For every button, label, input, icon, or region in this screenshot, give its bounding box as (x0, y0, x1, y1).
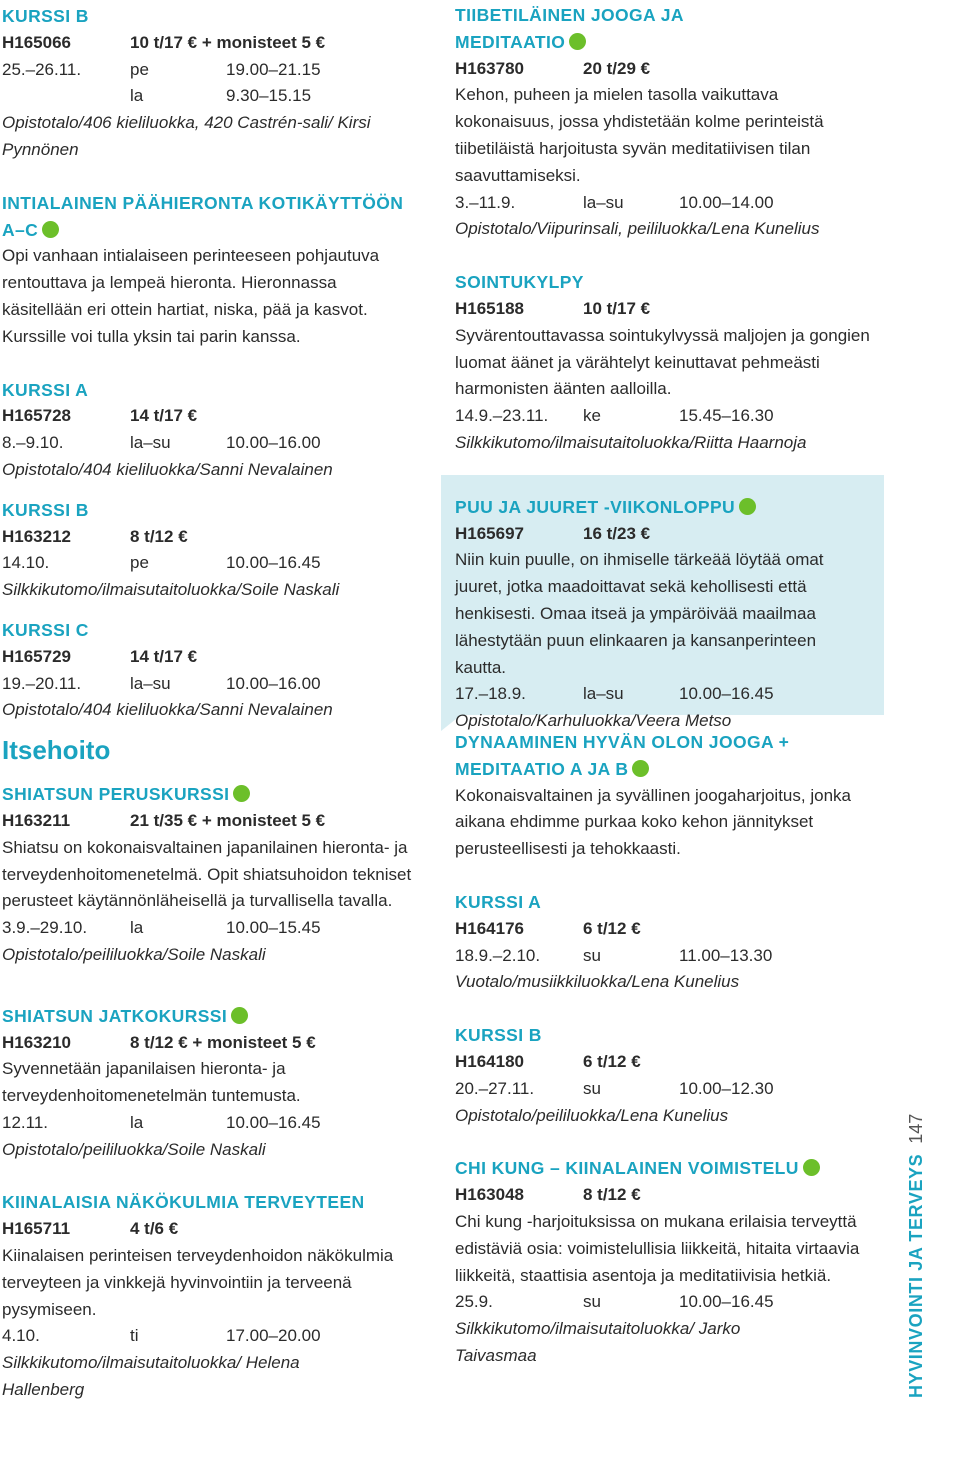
green-dot-icon (233, 785, 250, 802)
course-intialainen-paahieronta (2, 190, 427, 351)
course-place: Opistotalo/404 kieliluokka/Sanni Nevalainen (2, 459, 333, 479)
right-column (441, 2, 889, 735)
time: 10.00–15.45 (226, 918, 321, 938)
course-code: H163780 (455, 58, 525, 78)
course-shiatsun-peruskurssi (2, 781, 427, 969)
course-kiinalaisia-nakokulmia (2, 1189, 427, 1403)
course-place: Opistotalo/peililuokka/Soile Naskali (2, 944, 266, 964)
course-place: Opistotalo/peililuokka/Soile Naskali (2, 1139, 266, 1159)
course-code: H164180 (455, 1051, 525, 1071)
course-heading: DYNAAMINEN HYVÄN OLON JOOGA + MEDITAATIO A JA B (455, 732, 790, 779)
weekday: pe (130, 59, 149, 79)
course-kurssi-a (2, 377, 427, 484)
course-heading: CHI KUNG – KIINALAINEN VOIMISTELU (455, 1155, 875, 1182)
course-heading: KURSSI A (455, 891, 542, 912)
time: 17.00–20.00 (226, 1326, 321, 1346)
weekday: la–su (583, 192, 624, 212)
time: 19.00–21.15 (226, 59, 321, 79)
course-dynaaminen-kurssi-a (455, 889, 875, 996)
course-description: Syvärentouttavassa sointukylvyssä maljojen ja gongien luomat äänet ja värähtelyt keinuttavat pehmeästi harmonisten äänten aalloilla. (455, 325, 870, 399)
date: 8.–9.10. (2, 433, 64, 453)
green-dot-icon (231, 1007, 248, 1024)
date: 25.9. (455, 1292, 493, 1312)
course-code: H165188 (455, 298, 525, 318)
course-price: 4 t/6 € (130, 1219, 179, 1239)
course-place: Silkkikutomo/ilmaisutaitoluokka/Riitta Haarnoja (455, 432, 807, 452)
course-heading: SHIATSUN PERUSKURSSI (2, 781, 427, 808)
course-place: Vuotalo/musiikkiluokka/Lena Kunelius (455, 972, 740, 992)
course-description: Syvennetään japanilaisen hieronta- ja terveydenhoitomenetelmän tuntemusta. (2, 1059, 301, 1106)
course-dynaaminen-jooga (455, 729, 875, 863)
weekday: ti (130, 1326, 139, 1346)
course-heading: SOINTUKYLPY (455, 272, 584, 293)
time: 9.30–15.15 (226, 86, 312, 106)
course-puu-ja-juuret (455, 494, 889, 735)
weekday: la (130, 918, 144, 938)
time: 10.00–14.00 (679, 192, 774, 212)
time: 10.00–12.30 (679, 1078, 774, 1098)
time: 10.00–16.45 (679, 1292, 774, 1312)
green-dot-icon (569, 33, 586, 50)
time: 10.00–16.00 (226, 673, 321, 693)
time: 10.00–16.45 (226, 553, 321, 573)
course-price: 8 t/12 € (130, 526, 188, 546)
course-place: Silkkikutomo/ilmaisutaitoluokka/ Jarko Taivasmaa (455, 1319, 741, 1365)
weekday: su (583, 945, 601, 965)
course-description: Opi vanhaan intialaiseen perinteeseen pohjautuva rentouttava ja lempeä hieronta. Hieronnassa käsitellään eri ottein hartiat, niska, pää ja kasvot. Kurssille voi tulla yksin tai parin kanssa. (2, 246, 380, 346)
course-place: Opistotalo/peililuokka/Lena Kunelius (455, 1105, 729, 1125)
course-code: H165729 (2, 646, 72, 666)
time: 10.00–16.00 (226, 433, 321, 453)
course-price: 21 t/35 € + monisteet 5 € (130, 810, 326, 830)
category-label: HYVINVOINTI JA TERVEYS (906, 1153, 926, 1398)
course-heading: KURSSI B (2, 6, 89, 26)
course-kurssi-b-2 (2, 497, 427, 604)
course-shiatsun-jatkokurssi (2, 1003, 427, 1164)
course-heading: SHIATSUN JATKOKURSSI (2, 1003, 427, 1030)
right-column-lower (455, 729, 875, 1370)
time: 10.00–16.45 (226, 1112, 321, 1132)
green-dot-icon (632, 760, 649, 777)
course-place: Opistotalo/Karhuluokka/Veera Metso (455, 711, 732, 731)
date: 3.9.–29.10. (2, 918, 88, 938)
weekday: la (130, 86, 144, 106)
course-place: Opistotalo/406 kieliluokka, 420 Castrén-sali/ Kirsi Pynnönen (2, 113, 371, 159)
course-heading: INTIALAINEN PÄÄHIERONTA KOTIKÄYTTÖÖN A–C (2, 192, 404, 240)
course-description: Shiatsu on kokonaisvaltainen japanilainen hieronta- ja terveydenhoitomenetelmä. Opit shiatsuhoidon tekniset perusteet käytännönläheisellä ja turvallisella tavalla. (2, 837, 412, 911)
weekday: su (583, 1292, 601, 1312)
course-code: H163048 (455, 1185, 525, 1205)
green-dot-icon (803, 1159, 820, 1176)
weekday: la (130, 1112, 144, 1132)
course-heading: KURSSI C (2, 619, 89, 640)
course-price: 14 t/17 € (130, 646, 198, 666)
course-code: H163210 (2, 1032, 72, 1052)
green-dot-icon (42, 221, 59, 238)
section-title: Itsehoito (2, 735, 111, 766)
course-code: H165728 (2, 406, 72, 426)
course-place: Silkkikutomo/ilmaisutaitoluokka/ Helena Hallenberg (2, 1353, 300, 1400)
date: 4.10. (2, 1326, 40, 1346)
page-number: 147 (906, 1113, 926, 1144)
course-code: H163211 (2, 810, 71, 830)
course-heading: KURSSI B (2, 499, 89, 520)
course-place: Opistotalo/404 kieliluokka/Sanni Nevalainen (2, 700, 333, 720)
course-price: 8 t/12 € + monisteet 5 € (130, 1032, 316, 1052)
course-code: H165697 (455, 523, 525, 543)
side-label (896, 1098, 936, 1398)
time: 10.00–16.45 (679, 684, 774, 704)
course-code: H165711 (2, 1219, 71, 1239)
course-price: 10 t/17 € + monisteet 5 € (130, 32, 326, 52)
weekday: la–su (130, 433, 171, 453)
course-place: Silkkikutomo/ilmaisutaitoluokka/Soile Naskali (2, 580, 340, 600)
course-sointukylpy (455, 269, 889, 457)
course-price: 6 t/12 € (583, 918, 641, 938)
course-code: H164176 (455, 918, 525, 938)
course-price: 14 t/17 € (130, 406, 198, 426)
weekday: su (583, 1078, 601, 1098)
course-chi-kung (455, 1155, 875, 1369)
course-heading: KURSSI A (2, 379, 89, 400)
course-heading: KIINALAISIA NÄKÖKULMIA TERVEYTEEN (2, 1192, 365, 1213)
course-place: Opistotalo/Viipurinsali, peililuokka/Lena Kunelius (455, 219, 820, 239)
course-description: Niin kuin puulle, on ihmiselle tärkeää löytää omat juuret, jotka maadoittavat sekä kehollisesti että henkisesti. Omaa itseä ja ympäröivää maailmaa lähestytään puun elinkaaren ja kansanperinteen kautta. (455, 550, 824, 677)
time: 15.45–16.30 (679, 406, 774, 426)
course-price: 8 t/12 € (583, 1185, 641, 1205)
course-dynaaminen-kurssi-b (455, 1022, 875, 1129)
course-heading: PUU JA JUURET -VIIKONLOPPU (455, 494, 889, 521)
date: 14.9.–23.11. (455, 406, 549, 426)
date: 25.–26.11. (2, 59, 82, 79)
course-heading: TIIBETILÄINEN JOOGA JA MEDITAATIO (455, 5, 684, 52)
course-price: 6 t/12 € (583, 1051, 641, 1071)
course-kurssi-b-1 (2, 3, 427, 164)
course-code: H165066 (2, 32, 72, 52)
course-tiibetilainen-jooga (455, 2, 889, 243)
date: 17.–18.9. (455, 684, 526, 704)
course-price: 20 t/29 € (583, 58, 651, 78)
course-description: Kiinalaisen perinteisen terveydenhoidon näkökulmia terveyteen ja vinkkejä hyvinvointiin ja terveenä pysymiseen. (2, 1246, 394, 1319)
course-description: Kehon, puheen ja mielen tasolla vaikuttava kokonaisuus, jossa yhdistetään kolme perinteistä tiibetiläistä harjoitusta syvän meditatiivisen tilan saavuttamiseksi. (455, 85, 824, 185)
date: 18.9.–2.10. (455, 945, 541, 965)
course-code: H163212 (2, 526, 72, 546)
course-kurssi-c (2, 617, 427, 724)
course-price: 16 t/23 € (583, 523, 651, 543)
date: 20.–27.11. (455, 1078, 535, 1098)
date: 12.11. (2, 1112, 49, 1132)
weekday: la–su (130, 673, 171, 693)
left-column (2, 3, 427, 1404)
weekday: pe (130, 553, 149, 573)
course-price: 10 t/17 € (583, 298, 651, 318)
course-heading: KURSSI B (455, 1025, 542, 1046)
date: 19.–20.11. (2, 673, 82, 693)
green-dot-icon (739, 498, 756, 515)
time: 11.00–13.30 (679, 945, 773, 965)
date: 3.–11.9. (455, 192, 516, 212)
weekday: la–su (583, 684, 624, 704)
date: 14.10. (2, 553, 50, 573)
weekday: ke (583, 406, 601, 426)
course-description: Kokonaisvaltainen ja syvällinen joogaharjoitus, jonka aikana ehdimme purkaa koko kehon jännitykset perusteellisesti ja tehokkaasti. (455, 785, 851, 859)
course-description: Chi kung -harjoituksissa on mukana erilaisia terveyttä edistäviä osia: voimistelullisia liikkeitä, hitaita virtaavia liikkeitä, staattisia asentoja ja meditatiivisia hetkiä. (455, 1211, 860, 1285)
